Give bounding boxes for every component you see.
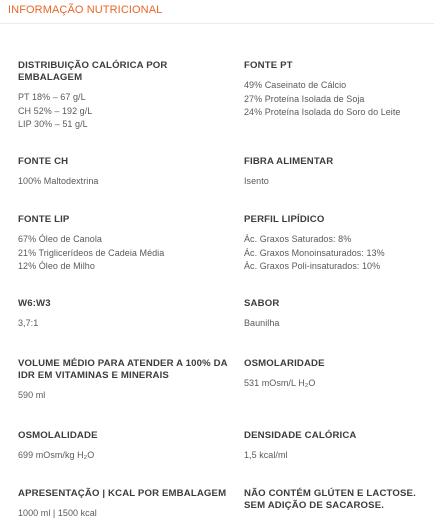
info-cell-value: Ác. Graxos Saturados: 8% <box>244 234 352 244</box>
info-cell-nao-contem-gluten <box>244 488 428 512</box>
info-cell-values <box>18 175 233 189</box>
info-cell-values <box>18 317 233 331</box>
info-cell-value: 590 ml <box>18 390 46 400</box>
info-cell-value: 3,7:1 <box>18 318 39 328</box>
info-cell-osmolaridade <box>244 358 434 391</box>
info-cell-value: 24% Proteína Isolada do Soro do Leite <box>244 107 401 117</box>
header-divider <box>0 23 434 24</box>
info-cell-value: 49% Caseinato de Cálcio <box>244 80 347 90</box>
info-cell-value: LIP 30% – 51 g/L <box>18 119 88 129</box>
info-cell-value: 1000 ml | 1500 kcal <box>18 508 97 518</box>
info-cell-title: OSMOLALIDADE <box>18 430 98 441</box>
info-cell-perfil-lipidico <box>244 214 434 274</box>
info-cell-values <box>18 389 233 403</box>
info-cell-title: FONTE PT <box>244 60 293 71</box>
info-cell-value: 531 mOsm/L H₂O <box>244 378 316 388</box>
info-cell-title: W6:W3 <box>18 298 51 309</box>
info-cell-value: 21% Triglicerídeos de Cadeia Média <box>18 247 165 258</box>
info-cell-fonte-lip <box>18 214 233 274</box>
info-cell-value: 67% Óleo de Canola <box>18 234 102 244</box>
info-cell-volume-medio <box>18 358 233 403</box>
info-cell-title: DISTRIBUIÇÃO CALÓRICA POR EMBALAGEM <box>18 60 168 83</box>
info-cell-title: FONTE LIP <box>18 214 70 225</box>
info-cell-values <box>18 507 233 521</box>
info-cell-title: OSMOLARIDADE <box>244 358 325 369</box>
info-cell-values <box>18 449 233 463</box>
info-cell-title: VOLUME MÉDIO PARA ATENDER A 100% DA IDR EM VITAMINAS E MINERAIS <box>18 358 228 381</box>
info-cell-values <box>244 79 434 120</box>
info-cell-value: PT 18% – 67 g/L <box>18 92 86 102</box>
info-cell-values <box>244 377 434 391</box>
info-cell-values <box>244 449 434 463</box>
info-cell-values <box>18 91 233 132</box>
info-cell-values <box>244 233 434 274</box>
info-cell-osmolalidade <box>18 430 233 463</box>
info-cell-w6-w3 <box>18 298 233 331</box>
info-cell-value: 699 mOsm/kg H₂O <box>18 450 95 460</box>
info-cell-title: APRESENTAÇÃO | KCAL POR EMBALAGEM <box>18 488 227 499</box>
info-cell-value: 27% Proteína Isolada de Soja <box>244 93 365 104</box>
info-cell-values <box>244 317 434 331</box>
info-cell-title: FIBRA ALIMENTAR <box>244 156 334 167</box>
info-cell-title: NÃO CONTÉM GLÚTEN E LACTOSE. SEM ADIÇÃO DE SACAROSE. <box>244 488 416 511</box>
info-cell-value: Baunilha <box>244 318 280 328</box>
info-cell-apresentacao <box>18 488 233 521</box>
info-cell-title: SABOR <box>244 298 280 309</box>
info-cell-sabor <box>244 298 434 331</box>
info-cell-value: Isento <box>244 176 269 186</box>
section-title: INFORMAÇÃO NUTRICIONAL <box>8 4 163 16</box>
info-cell-values <box>18 233 233 274</box>
info-cell-value: 100% Maltodextrina <box>18 176 99 186</box>
info-cell-value: Ác. Graxos Monoinsaturados: 13% <box>244 247 385 258</box>
info-cell-densidade-calorica <box>244 430 434 463</box>
info-cell-values <box>244 175 434 189</box>
info-cell-value: 1,5 kcal/ml <box>244 450 288 460</box>
info-cell-fibra-alimentar <box>244 156 434 189</box>
info-cell-value: 12% Óleo de Milho <box>18 261 95 271</box>
info-cell-distribuicao-calorica <box>18 60 233 132</box>
info-cell-title: PERFIL LIPÍDICO <box>244 214 325 225</box>
info-cell-value: Ác. Graxos Poli-insaturados: 10% <box>244 261 381 271</box>
info-cell-title: FONTE CH <box>18 156 69 167</box>
info-cell-fonte-ch <box>18 156 233 189</box>
info-cell-fonte-pt <box>244 60 434 120</box>
section-header <box>0 0 434 24</box>
info-cell-value: CH 52% – 192 g/L <box>18 105 93 116</box>
info-cell-title: DENSIDADE CALÓRICA <box>244 430 357 441</box>
